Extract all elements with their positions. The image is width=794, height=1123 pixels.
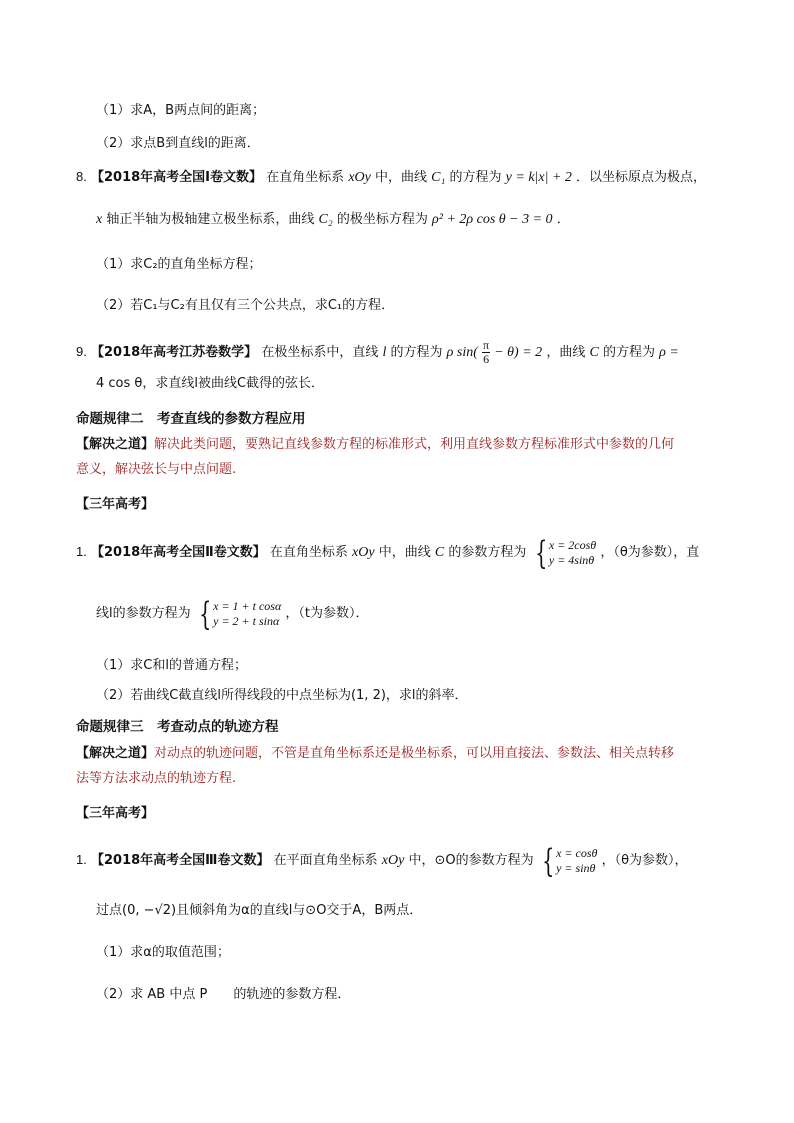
q8-text-a: 在直角坐标系 xyxy=(266,170,345,185)
q9-line-2: 4 cos θ，求直线l被曲线C截得的弦长． xyxy=(96,376,325,391)
r3q1-sys-y: y = sinθ xyxy=(556,860,596,875)
r3q1-source: 【2018年高考全国Ⅲ卷文数】 xyxy=(90,853,270,868)
q9-line-1 xyxy=(76,338,679,367)
q7-part-1: （1）求A，B两点间的距离； xyxy=(96,103,266,118)
q8-c2: C₂ xyxy=(318,212,333,227)
q8-equation-2: ρ² + 2ρ cos θ − 3 = 0 xyxy=(432,212,553,227)
q9-fraction xyxy=(482,339,490,366)
r3q1-part-2: （2）求 AB 中点 P 的轨迹的参数方程． xyxy=(96,987,351,1002)
q8-equation-1: y = k|x| + 2 xyxy=(505,170,572,185)
q9-eq-pre: ρ sin( xyxy=(446,345,478,360)
q9-l: l xyxy=(382,345,387,360)
r2q1-part-1: （1）求C和l的普通方程； xyxy=(96,658,247,673)
r3q1-xoy: xOy xyxy=(381,853,405,868)
q9-number: 9. xyxy=(76,344,87,359)
q8-line2-d: ． xyxy=(556,212,570,227)
r3q1-sys-x: x = cosθ xyxy=(556,845,598,860)
r3q1-system: { x = cosθ y = sinθ xyxy=(541,841,598,880)
r3q1-text-a: 在平面直角坐标系 xyxy=(273,853,378,868)
r2q1-text-d: ，（θ为参数），直 xyxy=(600,545,700,560)
r2q1-text-a: 在直角坐标系 xyxy=(269,545,348,560)
q8-part-2: （2）若C₁与C₂有且仅有三个公共点，求C₁的方程． xyxy=(96,298,395,313)
rule3-way-text-1: 对动点的轨迹问题，不管是直角坐标系还是极坐标系，可以用直接法、参数法、相关点转移 xyxy=(154,746,675,761)
r2q1-text-b: 中，曲线 xyxy=(378,545,431,560)
rule2-way-text-2: 意义，解决弦长与中点问题. xyxy=(76,462,237,477)
q8-source: 【2018年高考全国Ⅰ卷文数】 xyxy=(90,170,263,185)
r2q1-number: 1. xyxy=(76,544,87,559)
rule2-way-text-1: 解决此类问题，要熟记直线参数方程的标准形式，利用直线参数方程标准形式中参数的几何 xyxy=(154,437,675,452)
r2q1-line2-a: 线l的参数方程为 xyxy=(96,606,191,621)
r2q1-line2-b: ，（t为参数）． xyxy=(285,606,369,621)
r2q1-c: C xyxy=(434,545,445,560)
r2q1-source: 【2018年高考全国Ⅱ卷文数】 xyxy=(90,545,266,560)
r3q1-line-2: 过点(0, −√2)且倾斜角为α的直线l与⊙O交于A，B两点． xyxy=(96,903,423,918)
q9-eq-post: − θ) = 2 xyxy=(494,345,543,360)
r3q1-number: 1. xyxy=(76,852,87,867)
q8-text-d: ．以坐标原点为极点， xyxy=(576,170,707,185)
r2q1-system-2: { x = 1 + t cosα y = 2 + t sinα xyxy=(198,594,282,633)
rule2-way-label: 【解决之道】 xyxy=(76,437,155,452)
q9-rho: ρ = xyxy=(659,345,679,360)
rule3-way-label: 【解决之道】 xyxy=(76,746,155,761)
q8-xoy: xOy xyxy=(348,170,371,185)
r3q1-line-1 xyxy=(76,840,688,881)
r2q1-sys2-y: y = 2 + t sinα xyxy=(213,613,280,628)
q9-c: C xyxy=(589,345,599,360)
q8-part-1: （1）求C₂的直角坐标方程； xyxy=(96,257,262,272)
r3q1-text-c: ，（θ为参数）， xyxy=(601,853,688,868)
r2q1-system-1: { x = 2cosθ y = 4sinθ xyxy=(534,533,597,572)
r3q1-part-1: （1）求α的取值范围； xyxy=(96,945,230,960)
r2q1-line-1 xyxy=(76,532,699,573)
q8-line2-b: 轴正半轴为极轴建立极坐标系，曲线 xyxy=(106,212,315,227)
three-years-heading-1: 【三年高考】 xyxy=(76,497,155,512)
q8-c1: C₁ xyxy=(431,170,446,185)
q8-line2-c: 的极坐标方程为 xyxy=(336,212,428,227)
r2q1-sys2-x: x = 1 + t cosα xyxy=(213,598,282,613)
r2q1-sys1-y: y = 4sinθ xyxy=(548,552,595,567)
q8-x: x xyxy=(96,212,103,227)
rule2-title: 命题规律二 考查直线的参数方程应用 xyxy=(76,411,306,427)
q9-frac-top: π xyxy=(483,338,490,352)
q8-text-c: 的方程为 xyxy=(449,170,502,185)
r3q1-text-b: 中，⊙O的参数方程为 xyxy=(408,853,534,868)
q8-text-b: 中，曲线 xyxy=(375,170,428,185)
q8-line-1 xyxy=(76,168,706,187)
three-years-heading-2: 【三年高考】 xyxy=(76,806,155,821)
q8-number: 8. xyxy=(76,169,87,184)
r2q1-part-2: （2）若曲线C截直线l所得线段的中点坐标为(1, 2)，求l的斜率． xyxy=(96,688,468,703)
r2q1-sys1-x: x = 2cosθ xyxy=(548,537,597,552)
rule3-way-line-1 xyxy=(76,745,674,763)
q9-text-a: 在极坐标系中，直线 xyxy=(261,345,379,360)
r2q1-text-c: 的参数方程为 xyxy=(448,545,527,560)
q9-text-b: 的方程为 xyxy=(390,345,443,360)
rule2-way-line-1 xyxy=(76,436,674,454)
r2q1-xoy: xOy xyxy=(352,545,375,560)
q8-line-2 xyxy=(96,211,570,229)
q9-frac-bottom: 6 xyxy=(483,352,490,366)
q7-part-2: （2）求点B到直线l的距离． xyxy=(96,136,260,151)
q9-text-c: ，曲线 xyxy=(546,345,586,360)
r2q1-line-2 xyxy=(96,594,369,634)
rule3-way-text-2: 法等方法求动点的轨迹方程. xyxy=(76,771,237,786)
rule3-title: 命题规律三 考查动点的轨迹方程 xyxy=(76,719,279,735)
q9-source: 【2018年高考江苏卷数学】 xyxy=(90,345,258,360)
q9-text-d: 的方程为 xyxy=(602,345,655,360)
